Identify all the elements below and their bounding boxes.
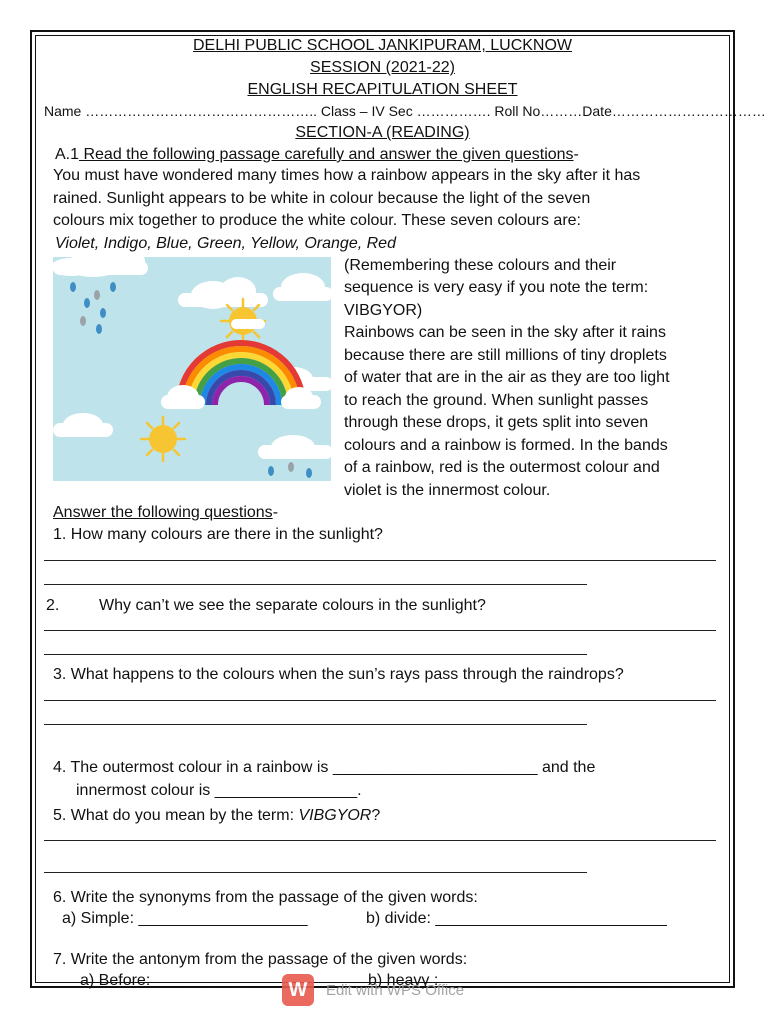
colours-list: Violet, Indigo, Blue, Green, Yellow, Orange, Red [55,235,396,252]
question-6a: a) Simple: ___________________ [62,910,308,927]
answer-line[interactable] [44,560,716,561]
question-7b: b) heavy : _________________________ [368,972,666,989]
question-3: 3. What happens to the colours when the sun’s rays pass through the raindrops? [53,666,624,683]
passage-line-1: You must have wondered many times how a rainbow appears in the sky after it has [53,167,641,184]
instruction-suffix: - [573,146,579,163]
question-2-number: 2. [46,597,60,614]
passage-line-3: colours mix together to produce the white colour. These seven colours are: [53,212,581,229]
instruction [55,145,579,165]
answer-line[interactable] [44,630,716,631]
passage-side-line: of water that are in the air as they are too light [344,369,670,386]
sun-icon [221,299,265,343]
answer-line[interactable] [44,700,716,701]
section-title: SECTION-A (READING) [295,124,470,141]
passage-side-line: colours and a rainbow is formed. In the bands [344,437,668,454]
question-5-suffix: ? [371,807,381,824]
answer-line[interactable] [44,724,587,725]
answer-line[interactable] [44,872,587,873]
questions-heading [53,503,278,523]
passage-side-line: sequence is very easy if you note the term: [344,279,649,296]
cloud-icon [53,257,148,277]
passage-side-line: VIBGYOR) [344,302,423,319]
answer-line[interactable] [44,654,587,655]
rainbow-illustration-svg [53,257,331,481]
sheet-title: ENGLISH RECAPITULATION SHEET [247,81,518,98]
wps-edit-link[interactable]: Edit with WPS Office [326,982,465,999]
questions-heading-text: Answer the following questions [53,504,273,521]
rainbow-illustration [53,257,331,481]
instruction-text: Read the following passage carefully and answer the given questions [79,146,574,163]
question-6b: b) divide: __________________________ [366,910,667,927]
question-1: 1. How many colours are there in the sunlight? [53,526,383,543]
questions-heading-suffix: - [272,504,279,521]
passage-line-2: rained. Sunlight appears to be white in colour because the light of the seven [53,190,591,207]
passage-side-line: of a rainbow, red is the outermost colour and [344,459,660,476]
passage-side-line: through these drops, it gets split into seven [344,414,649,431]
question-5-term: VIBGYOR [298,807,372,824]
question-6: 6. Write the synonyms from the passage of the given words: [53,889,478,906]
instruction-number: A.1 [55,146,80,163]
passage-side-line: (Remembering these colours and their [344,257,617,274]
passage-side-line: to reach the ground. When sunlight passes [344,392,649,409]
student-details-line: Name ………………………………………….. Class – IV Sec ……………. Roll No………Date…………………………… [44,103,766,119]
answer-line[interactable] [44,584,587,585]
session: SESSION (2021-22) [310,59,455,76]
sun-icon [141,417,185,461]
question-4-line-2: innermost colour is ________________. [76,782,362,799]
answer-line[interactable] [44,840,716,841]
question-7a: a) Before: ______________ [80,972,280,989]
passage-side-line: violet is the innermost colour. [344,482,551,499]
wps-logo-icon[interactable]: W [282,974,314,1006]
question-5 [53,806,380,826]
question-2: Why can’t we see the separate colours in the sunlight? [99,597,486,614]
school-name: DELHI PUBLIC SCHOOL JANKIPURAM, LUCKNOW [192,37,573,54]
question-5-text: 5. What do you mean by the term: [53,807,299,824]
question-4-line-1: 4. The outermost colour in a rainbow is _______________________ and the [53,759,596,776]
passage-side-line: Rainbows can be seen in the sky after it rains [344,324,666,341]
question-7: 7. Write the antonym from the passage of the given words: [53,951,468,968]
passage-side-line: because there are still millions of tiny droplets [344,347,667,364]
